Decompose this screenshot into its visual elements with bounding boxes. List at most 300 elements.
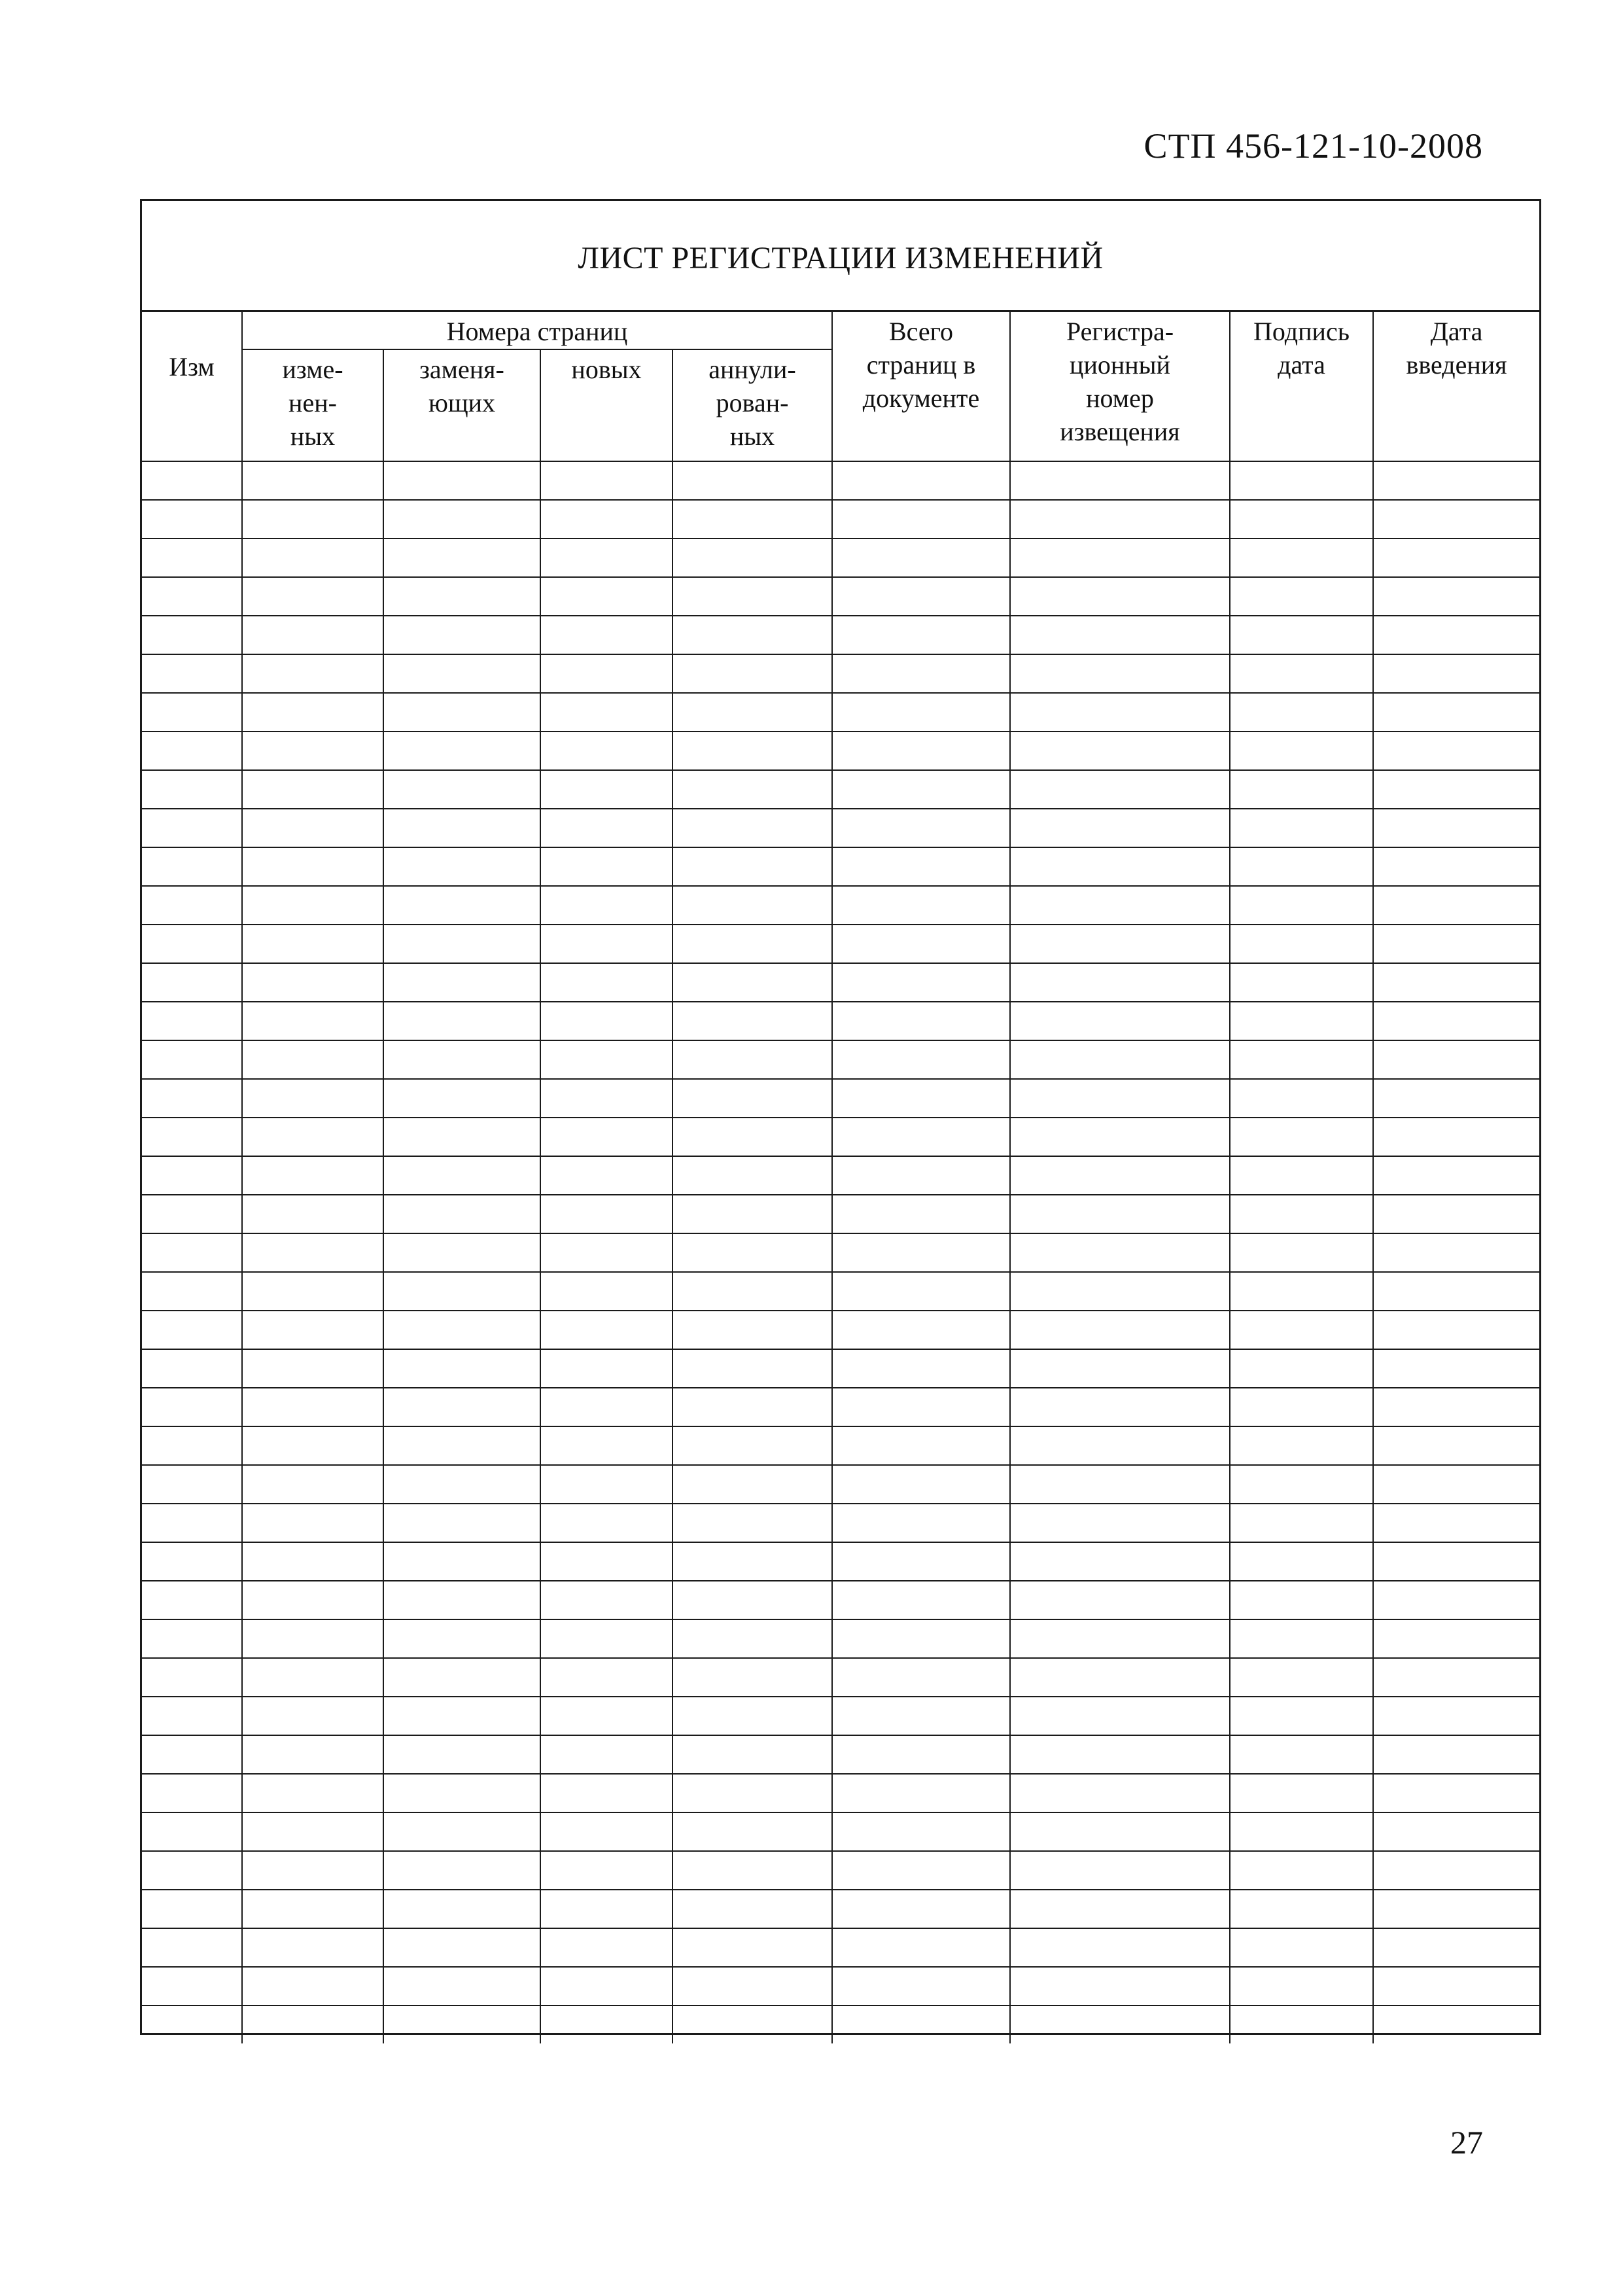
table-cell — [1230, 2005, 1373, 2043]
table-cell — [832, 847, 1010, 886]
header-changed: изме- нен- ных — [242, 349, 383, 461]
table-cell — [383, 1812, 540, 1851]
table-row — [142, 1426, 1539, 1465]
table-cell — [242, 1851, 383, 1890]
table-cell — [1010, 1504, 1230, 1542]
table-cell — [1373, 1426, 1539, 1465]
table-cell — [142, 577, 242, 616]
table-cell — [832, 1195, 1010, 1233]
table-cell — [1230, 1233, 1373, 1272]
table-cell — [383, 770, 540, 809]
table-cell — [540, 925, 672, 963]
table-cell — [1010, 1619, 1230, 1658]
table-cell — [1010, 693, 1230, 732]
table-cell — [540, 461, 672, 500]
table-cell — [142, 1040, 242, 1079]
table-row — [142, 1928, 1539, 1967]
table-cell — [1010, 2005, 1230, 2043]
table-cell — [1010, 1851, 1230, 1890]
table-cell — [832, 1928, 1010, 1967]
table-cell — [672, 2005, 832, 2043]
table-row — [142, 770, 1539, 809]
table-cell — [832, 1349, 1010, 1388]
table-cell — [242, 1002, 383, 1040]
table-cell — [1373, 1542, 1539, 1581]
table-row — [142, 693, 1539, 732]
table-cell — [832, 732, 1010, 770]
page-number: 27 — [1450, 2124, 1483, 2161]
table-cell — [142, 616, 242, 654]
table-cell — [832, 1967, 1010, 2005]
table-cell — [832, 1118, 1010, 1156]
table-cell — [1373, 1311, 1539, 1349]
table-cell — [1230, 1504, 1373, 1542]
table-cell — [142, 1697, 242, 1735]
table-cell — [1230, 1542, 1373, 1581]
table-cell — [1373, 1349, 1539, 1388]
table-cell — [1373, 1118, 1539, 1156]
table-cell — [242, 1928, 383, 1967]
table-cell — [540, 1118, 672, 1156]
table-cell — [540, 654, 672, 693]
table-cell — [540, 1658, 672, 1697]
table-cell — [1230, 1735, 1373, 1774]
registration-rows — [142, 461, 1539, 2043]
table-cell — [383, 1658, 540, 1697]
table-cell — [383, 963, 540, 1002]
table-cell — [672, 1619, 832, 1658]
table-cell — [383, 500, 540, 539]
table-cell — [1010, 1967, 1230, 2005]
table-cell — [242, 539, 383, 577]
table-cell — [242, 1542, 383, 1581]
table-cell — [242, 1967, 383, 2005]
table-cell — [383, 886, 540, 925]
table-cell — [1010, 1388, 1230, 1426]
table-cell — [142, 461, 242, 500]
table-cell — [242, 654, 383, 693]
table-cell — [383, 1967, 540, 2005]
table-cell — [1230, 461, 1373, 500]
table-cell — [1230, 1156, 1373, 1195]
table-row — [142, 1388, 1539, 1426]
table-cell — [672, 1426, 832, 1465]
table-row — [142, 1002, 1539, 1040]
table-cell — [383, 925, 540, 963]
table-cell — [383, 1118, 540, 1156]
table-row — [142, 1542, 1539, 1581]
table-cell — [672, 1928, 832, 1967]
table-cell — [142, 1928, 242, 1967]
table-cell — [672, 1349, 832, 1388]
table-cell — [383, 1079, 540, 1118]
table-cell — [1010, 1079, 1230, 1118]
table-cell — [540, 1156, 672, 1195]
table-cell — [1373, 1233, 1539, 1272]
table-cell — [1010, 1697, 1230, 1735]
table-cell — [1230, 1272, 1373, 1311]
table-cell — [540, 1967, 672, 2005]
table-cell — [1230, 654, 1373, 693]
table-cell — [540, 847, 672, 886]
table-cell — [242, 461, 383, 500]
table-cell — [142, 1465, 242, 1504]
table-cell — [672, 1542, 832, 1581]
table-cell — [672, 1388, 832, 1426]
table-cell — [672, 577, 832, 616]
table-cell — [1230, 1967, 1373, 2005]
table-cell — [383, 654, 540, 693]
table-cell — [383, 1697, 540, 1735]
table-cell — [383, 1426, 540, 1465]
table-cell — [1373, 1195, 1539, 1233]
table-cell — [142, 732, 242, 770]
table-row — [142, 1890, 1539, 1928]
table-cell — [142, 2005, 242, 2043]
table-cell — [672, 1195, 832, 1233]
table-cell — [242, 1311, 383, 1349]
table-cell — [1373, 461, 1539, 500]
table-row — [142, 654, 1539, 693]
table-cell — [1373, 654, 1539, 693]
table-cell — [142, 1156, 242, 1195]
table-cell — [1373, 1079, 1539, 1118]
table-cell — [1373, 1735, 1539, 1774]
table-cell — [142, 654, 242, 693]
table-cell — [832, 539, 1010, 577]
table-cell — [672, 654, 832, 693]
table-cell — [1230, 1465, 1373, 1504]
table-cell — [242, 1118, 383, 1156]
table-cell — [1010, 1658, 1230, 1697]
table-cell — [1373, 1040, 1539, 1079]
table-row — [142, 732, 1539, 770]
table-cell — [1230, 1388, 1373, 1426]
table-cell — [1230, 1079, 1373, 1118]
table-cell — [383, 1195, 540, 1233]
table-cell — [383, 1002, 540, 1040]
table-cell — [1230, 1697, 1373, 1735]
table-cell — [672, 1233, 832, 1272]
change-registration-sheet — [140, 199, 1541, 2035]
table-row — [142, 500, 1539, 539]
table-cell — [832, 925, 1010, 963]
table-cell — [142, 1118, 242, 1156]
table-cell — [540, 1504, 672, 1542]
table-row — [142, 1504, 1539, 1542]
table-cell — [540, 1040, 672, 1079]
table-cell — [1373, 1928, 1539, 1967]
table-cell — [1230, 1658, 1373, 1697]
table-cell — [1010, 1118, 1230, 1156]
table-cell — [540, 539, 672, 577]
table-cell — [383, 1040, 540, 1079]
table-row — [142, 963, 1539, 1002]
table-cell — [832, 963, 1010, 1002]
table-cell — [832, 1465, 1010, 1504]
table-cell — [383, 539, 540, 577]
table-row — [142, 925, 1539, 963]
table-row — [142, 1697, 1539, 1735]
table-cell — [832, 654, 1010, 693]
table-cell — [832, 500, 1010, 539]
table-cell — [1373, 1890, 1539, 1928]
table-cell — [242, 577, 383, 616]
table-cell — [1010, 1542, 1230, 1581]
table-cell — [142, 1658, 242, 1697]
table-cell — [1230, 886, 1373, 925]
table-cell — [540, 1233, 672, 1272]
table-cell — [1230, 963, 1373, 1002]
table-cell — [1230, 1774, 1373, 1812]
table-cell — [142, 500, 242, 539]
document-code: СТП 456-121-10-2008 — [1143, 126, 1483, 166]
table-cell — [540, 809, 672, 847]
table-row — [142, 1735, 1539, 1774]
table-cell — [1230, 770, 1373, 809]
table-cell — [242, 2005, 383, 2043]
table-row — [142, 1040, 1539, 1079]
table-cell — [1230, 925, 1373, 963]
table-cell — [242, 1465, 383, 1504]
table-cell — [832, 577, 1010, 616]
table-cell — [242, 1426, 383, 1465]
table-cell — [832, 1156, 1010, 1195]
header-annulled: аннули- рован- ных — [672, 349, 832, 461]
header-signature-date: Подпись дата — [1230, 312, 1373, 461]
table-cell — [540, 1002, 672, 1040]
table-cell — [1373, 1504, 1539, 1542]
table-cell — [242, 1890, 383, 1928]
table-cell — [1373, 693, 1539, 732]
table-cell — [832, 1542, 1010, 1581]
table-cell — [383, 693, 540, 732]
table-cell — [1010, 616, 1230, 654]
table-cell — [540, 886, 672, 925]
table-cell — [1010, 963, 1230, 1002]
table-cell — [540, 770, 672, 809]
table-cell — [1230, 1812, 1373, 1851]
table-cell — [832, 1735, 1010, 1774]
table-cell — [142, 1619, 242, 1658]
table-cell — [383, 1735, 540, 1774]
table-cell — [1373, 1156, 1539, 1195]
table-cell — [242, 1581, 383, 1619]
table-cell — [832, 1658, 1010, 1697]
table-cell — [832, 1272, 1010, 1311]
table-cell — [383, 461, 540, 500]
table-cell — [1010, 770, 1230, 809]
table-row — [142, 461, 1539, 500]
table-cell — [383, 577, 540, 616]
table-cell — [383, 2005, 540, 2043]
table-cell — [832, 809, 1010, 847]
table-cell — [1010, 461, 1230, 500]
table-row — [142, 886, 1539, 925]
table-cell — [672, 886, 832, 925]
table-cell — [383, 732, 540, 770]
table-row — [142, 539, 1539, 577]
table-cell — [832, 1233, 1010, 1272]
table-cell — [242, 1388, 383, 1426]
table-cell — [1373, 2005, 1539, 2043]
table-cell — [1010, 1156, 1230, 1195]
table-cell — [540, 1542, 672, 1581]
table-cell — [242, 1774, 383, 1812]
table-cell — [383, 616, 540, 654]
table-cell — [672, 1465, 832, 1504]
table-row — [142, 2005, 1539, 2043]
table-cell — [142, 925, 242, 963]
table-cell — [142, 1349, 242, 1388]
table-cell — [832, 1002, 1010, 1040]
table-cell — [540, 1465, 672, 1504]
table-cell — [540, 1890, 672, 1928]
table-cell — [672, 616, 832, 654]
table-cell — [672, 1040, 832, 1079]
table-cell — [832, 1890, 1010, 1928]
table-cell — [1230, 1619, 1373, 1658]
table-cell — [142, 1581, 242, 1619]
table-cell — [142, 963, 242, 1002]
table-cell — [672, 1079, 832, 1118]
table-cell — [383, 1504, 540, 1542]
table-cell — [672, 1658, 832, 1697]
table-cell — [672, 1697, 832, 1735]
table-cell — [832, 1774, 1010, 1812]
table-cell — [1373, 963, 1539, 1002]
table-row — [142, 1349, 1539, 1388]
table-row — [142, 1079, 1539, 1118]
table-cell — [242, 1697, 383, 1735]
table-cell — [1230, 1040, 1373, 1079]
table-cell — [142, 1272, 242, 1311]
table-cell — [540, 963, 672, 1002]
table-cell — [1373, 1774, 1539, 1812]
table-cell — [540, 1735, 672, 1774]
table-cell — [832, 1040, 1010, 1079]
table-cell — [142, 1774, 242, 1812]
table-cell — [540, 1079, 672, 1118]
table-cell — [540, 1311, 672, 1349]
table-cell — [142, 1812, 242, 1851]
table-cell — [1373, 1388, 1539, 1426]
table-row — [142, 1619, 1539, 1658]
table-cell — [672, 1890, 832, 1928]
table-row — [142, 1581, 1539, 1619]
table-row — [142, 1118, 1539, 1156]
table-cell — [1010, 1040, 1230, 1079]
table-cell — [832, 461, 1010, 500]
table-cell — [1010, 809, 1230, 847]
header-new: новых — [540, 349, 672, 461]
table-cell — [242, 847, 383, 886]
table-cell — [672, 1118, 832, 1156]
table-cell — [1230, 500, 1373, 539]
table-cell — [1373, 616, 1539, 654]
table-cell — [142, 809, 242, 847]
table-cell — [540, 1928, 672, 1967]
table-cell — [540, 1195, 672, 1233]
table-cell — [242, 693, 383, 732]
header-page-numbers: Номера страниц — [242, 312, 832, 349]
table-cell — [672, 847, 832, 886]
table-row — [142, 1967, 1539, 2005]
table-cell — [1010, 1890, 1230, 1928]
table-cell — [1230, 1002, 1373, 1040]
table-cell — [1230, 693, 1373, 732]
table-cell — [1373, 539, 1539, 577]
table-row — [142, 1311, 1539, 1349]
table-cell — [832, 1581, 1010, 1619]
table-cell — [672, 1735, 832, 1774]
table-cell — [1373, 1581, 1539, 1619]
table-cell — [672, 1812, 832, 1851]
table-cell — [672, 809, 832, 847]
table-cell — [1230, 1851, 1373, 1890]
table-cell — [1010, 1928, 1230, 1967]
table-cell — [383, 809, 540, 847]
table-cell — [672, 461, 832, 500]
table-cell — [242, 1079, 383, 1118]
table-cell — [1010, 539, 1230, 577]
table-cell — [1230, 1928, 1373, 1967]
sheet-title: ЛИСТ РЕГИСТРАЦИИ ИЗМЕНЕНИЙ — [142, 201, 1539, 312]
table-cell — [832, 1504, 1010, 1542]
table-cell — [1373, 1465, 1539, 1504]
table-cell — [832, 1426, 1010, 1465]
table-cell — [242, 732, 383, 770]
table-row — [142, 1465, 1539, 1504]
table-cell — [832, 770, 1010, 809]
table-cell — [672, 1851, 832, 1890]
table-cell — [672, 925, 832, 963]
table-cell — [242, 1504, 383, 1542]
table-cell — [242, 1658, 383, 1697]
table-cell — [832, 1851, 1010, 1890]
table-cell — [242, 1233, 383, 1272]
table-cell — [142, 539, 242, 577]
table-cell — [832, 1079, 1010, 1118]
table-cell — [242, 925, 383, 963]
table-cell — [672, 1311, 832, 1349]
table-cell — [142, 693, 242, 732]
table-cell — [1010, 577, 1230, 616]
table-cell — [1373, 1272, 1539, 1311]
table-cell — [672, 1774, 832, 1812]
table-cell — [142, 1426, 242, 1465]
table-cell — [1230, 847, 1373, 886]
table-cell — [1373, 1002, 1539, 1040]
table-cell — [1230, 1195, 1373, 1233]
table-row — [142, 1272, 1539, 1311]
table-cell — [540, 1581, 672, 1619]
table-cell — [383, 1311, 540, 1349]
table-row — [142, 577, 1539, 616]
table-cell — [1230, 616, 1373, 654]
table-cell — [383, 1619, 540, 1658]
table-cell — [672, 1156, 832, 1195]
table-cell — [1010, 1195, 1230, 1233]
table-cell — [142, 1851, 242, 1890]
table-cell — [242, 1272, 383, 1311]
table-cell — [242, 770, 383, 809]
table-cell — [383, 1349, 540, 1388]
table-cell — [1010, 1349, 1230, 1388]
table-cell — [672, 539, 832, 577]
table-cell — [1373, 577, 1539, 616]
table-cell — [1010, 925, 1230, 963]
